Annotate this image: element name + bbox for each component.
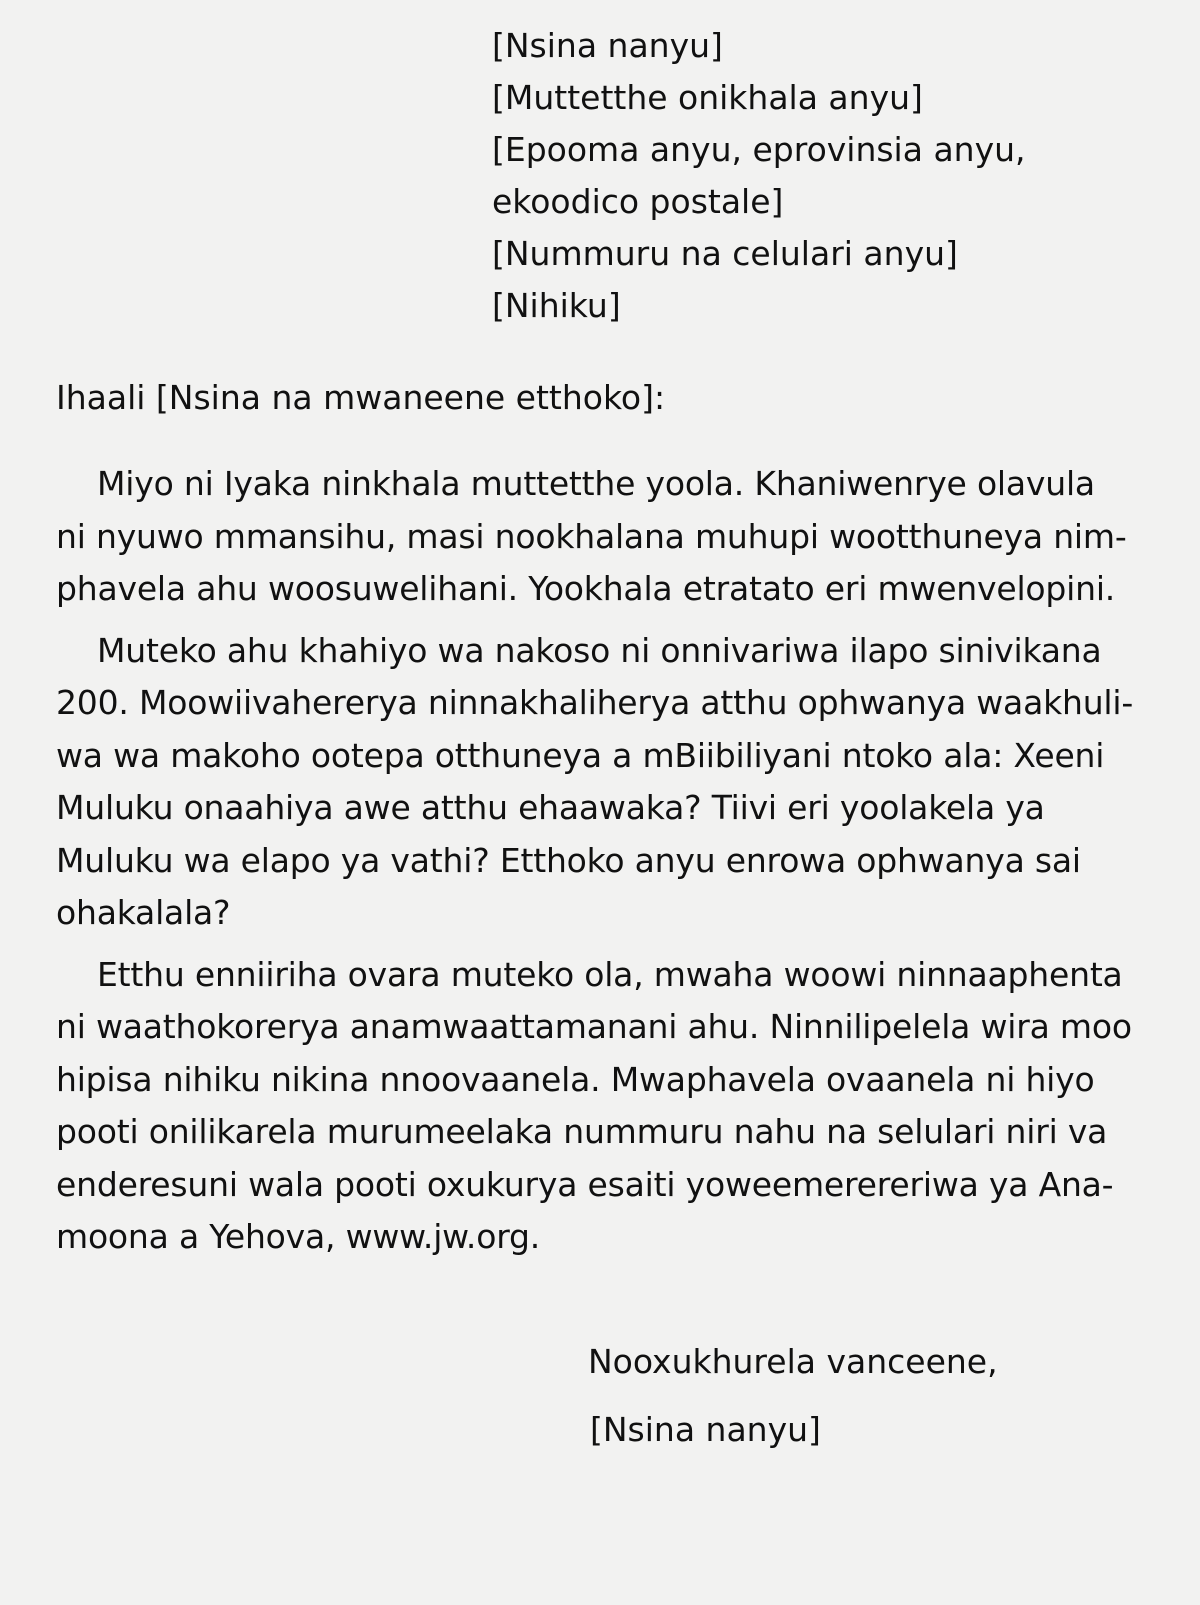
paragraph-line: enderesuni wala pooti oxukurya esaiti yoweemerereriwa ya Ana- bbox=[56, 1164, 1114, 1204]
paragraph-line: pooti onilikarela murumeelaka nummuru nahu na selulari niri va bbox=[56, 1112, 1108, 1151]
sender-city-line-1: [Epooma anyu, eprovinsia anyu, bbox=[492, 130, 1026, 169]
paragraph-line: 200. Moowiivahererya ninnakhaliherya atthu ophwanya waakhuli- bbox=[56, 683, 1134, 722]
sender-city-line-2: ekoodico postale] bbox=[492, 182, 784, 221]
paragraph-line: ohakalala? bbox=[56, 893, 231, 932]
closing-phrase: Nooxukhurela vanceene, bbox=[588, 1342, 998, 1381]
paragraph-line: Muluku onaahiya awe atthu ehaawaka? Tiivi eri yoolakela ya bbox=[56, 788, 1045, 827]
paragraph-line: Miyo ni Iyaka ninkhala muttetthe yoola. Khaniwenrye olavula bbox=[97, 464, 1095, 503]
sender-address-block bbox=[492, 20, 1132, 332]
letter-date: [Nihiku] bbox=[492, 286, 621, 325]
paragraph-2 bbox=[56, 625, 1184, 940]
sender-phone: [Nummuru na celulari anyu] bbox=[492, 234, 958, 273]
sender-address: [Muttetthe onikhala anyu] bbox=[492, 78, 923, 117]
paragraph-line: Muluku wa elapo ya vathi? Etthoko anyu enrowa ophwanya sai bbox=[56, 840, 1081, 880]
paragraph-line: moona a Yehova, www.jw.org. bbox=[56, 1217, 541, 1256]
salutation: Ihaali [Nsina na mwaneene etthoko]: bbox=[56, 378, 666, 417]
paragraph-line: phavela ahu woosuwelihani. Yookhala etratato eri mwenvelopini. bbox=[56, 569, 1116, 608]
letter-body bbox=[56, 458, 1184, 1273]
paragraph-3 bbox=[56, 949, 1184, 1264]
paragraph-line: wa wa makoho ootepa otthuneya a mBiibiliyani ntoko ala: Xeeni bbox=[56, 735, 1105, 775]
paragraph-line: ni waathokorerya anamwaattamanani ahu. Ninnilipelela wira moo bbox=[56, 1007, 1132, 1046]
paragraph-line: Muteko ahu khahiyo wa nakoso ni onnivariwa ilapo sinivikana bbox=[97, 630, 1102, 670]
paragraph-line: Etthu enniiriha ovara muteko ola, mwaha woowi ninnaaphenta bbox=[97, 954, 1123, 994]
sender-name: [Nsina nanyu] bbox=[492, 26, 723, 65]
paragraph-line: hipisa nihiku nikina nnoovaanela. Mwaphavela ovaanela ni hiyo bbox=[56, 1059, 1095, 1099]
paragraph-1 bbox=[56, 458, 1184, 616]
signature-name: [Nsina nanyu] bbox=[590, 1410, 821, 1449]
paragraph-line: ni nyuwo mmansihu, masi nookhalana muhupi wootthuneya nim- bbox=[56, 516, 1127, 556]
